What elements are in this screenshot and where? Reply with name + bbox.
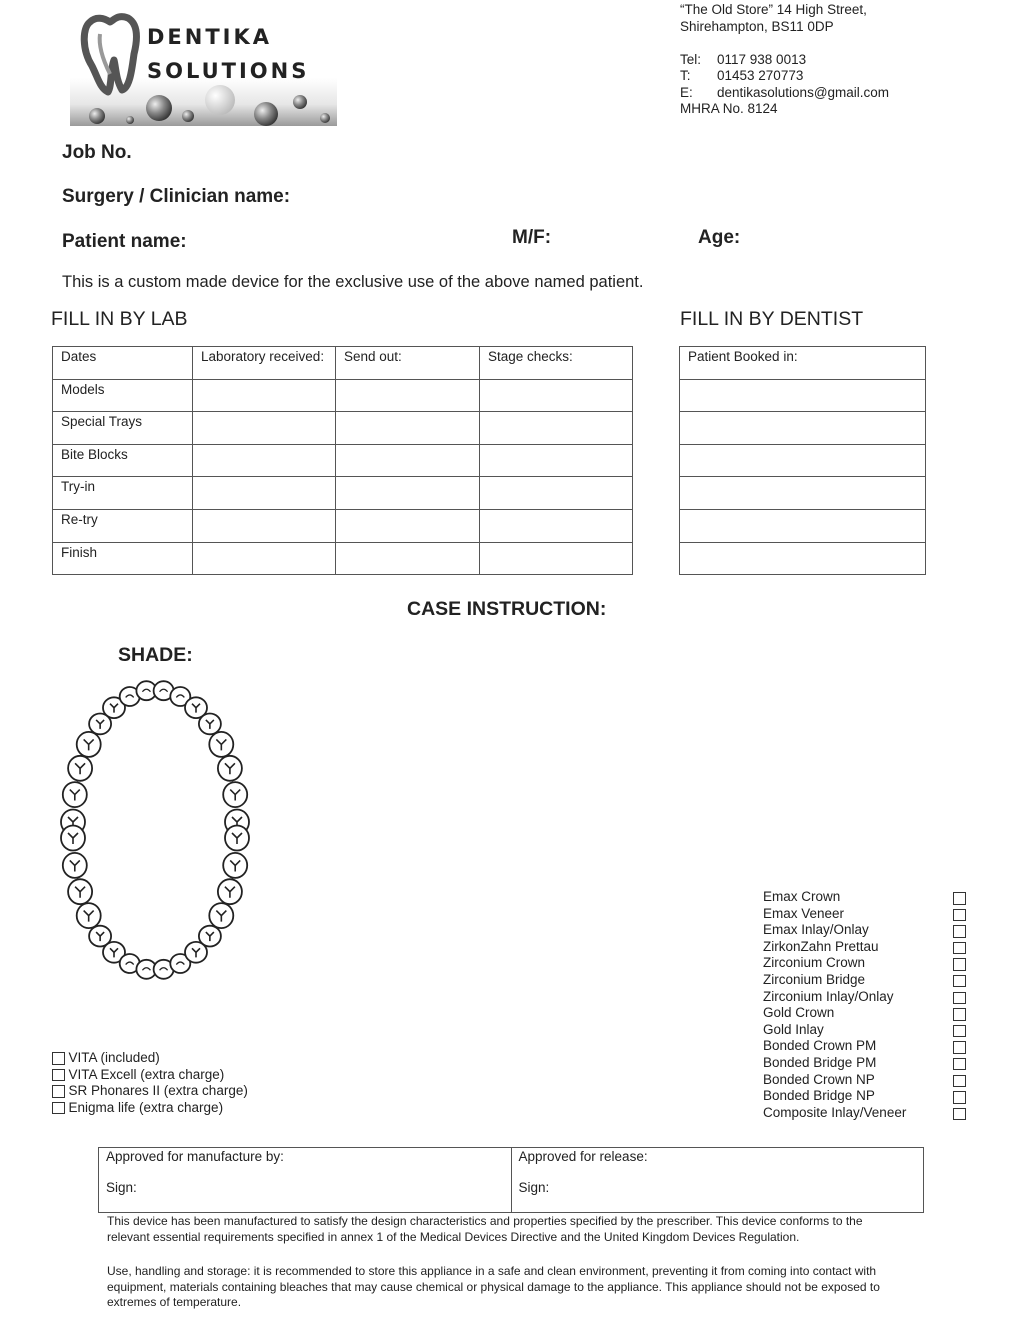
table-row — [53, 347, 633, 380]
contact-value: dentikasolutions@gmail.com — [717, 84, 890, 100]
tooth[interactable] — [199, 926, 221, 947]
contact-label: Tel: — [680, 51, 702, 67]
product-checkbox[interactable] — [953, 909, 966, 922]
shade-options — [52, 1050, 248, 1116]
table-cell[interactable] — [680, 444, 926, 477]
table-cell[interactable] — [193, 412, 336, 445]
contact-value: 0117 938 0013 — [717, 51, 807, 67]
checkbox[interactable] — [52, 1052, 65, 1065]
table-cell[interactable] — [480, 379, 633, 412]
option-label: Enigma life (extra charge) — [68, 1099, 224, 1115]
tooth[interactable] — [218, 756, 242, 781]
contact-tel — [680, 52, 1020, 69]
case-instruction-heading: CASE INSTRUCTION: — [407, 598, 607, 620]
table-header: Send out: — [336, 347, 480, 380]
approved-manufacture-cell[interactable] — [99, 1148, 511, 1212]
table-cell[interactable] — [336, 542, 480, 575]
footer-line: relevant essential requirements specified in annex 1 of the Medical Devices Directive and the United Kingdom Devices Regulation. — [107, 1229, 800, 1244]
table-cell[interactable] — [680, 412, 926, 445]
product-checkbox[interactable] — [953, 975, 966, 988]
table-cell[interactable] — [680, 379, 926, 412]
product-checkbox[interactable] — [953, 1091, 966, 1104]
row-label: Models — [53, 379, 193, 412]
checkbox[interactable] — [52, 1102, 65, 1115]
sign-label: Sign: — [106, 1180, 137, 1195]
table-row — [680, 379, 926, 412]
row-label: Try-in — [53, 477, 193, 510]
tooth[interactable] — [223, 853, 247, 878]
table-cell[interactable] — [480, 444, 633, 477]
contact-email — [680, 85, 1020, 102]
table-header: Patient Booked in: — [680, 347, 926, 380]
tooth[interactable] — [77, 732, 101, 757]
product-label: Gold Crown — [763, 1005, 835, 1021]
product-label: Bonded Crown NP — [763, 1071, 875, 1087]
product-checkbox[interactable] — [953, 1108, 966, 1121]
logo-text-solutions: SOLUTIONS — [147, 59, 310, 83]
contact-t — [680, 68, 1020, 85]
approval-box — [98, 1147, 924, 1213]
footer-line: extremes of temperature. — [107, 1295, 242, 1309]
product-label: Emax Crown — [763, 889, 841, 904]
contact-label: E: — [680, 84, 693, 100]
option-label: VITA Excell (extra charge) — [68, 1066, 225, 1082]
product-label: Zirconium Bridge — [763, 971, 866, 987]
storage-statement — [107, 1264, 927, 1311]
product-checkbox[interactable] — [953, 1025, 966, 1038]
table-cell[interactable] — [680, 542, 926, 575]
tooth[interactable] — [218, 879, 242, 904]
table-cell[interactable] — [680, 509, 926, 542]
product-checkbox[interactable] — [953, 958, 966, 971]
approved-manufacture-label: Approved for manufacture by: — [106, 1149, 284, 1164]
product-checkbox[interactable] — [953, 942, 966, 955]
surgery-clinician-label: Surgery / Clinician name: — [62, 186, 291, 207]
row-label: Finish — [53, 542, 193, 575]
tooth[interactable] — [63, 853, 87, 878]
product-label: Composite Inlay/Veneer — [763, 1104, 907, 1120]
dentist-section-title: FILL IN BY DENTIST — [680, 308, 864, 330]
footer-line: This device has been manufactured to satisfy the design characteristics and properties specified by the prescriber. This device conforms to the — [107, 1214, 863, 1228]
job-no-label: Job No. — [62, 142, 132, 163]
patient-name-label: Patient name: — [62, 231, 187, 252]
table-row — [53, 477, 633, 510]
tooth[interactable] — [223, 782, 247, 807]
product-checkboxes — [953, 892, 966, 1124]
table-cell[interactable] — [480, 477, 633, 510]
shade-option[interactable] — [52, 1083, 248, 1100]
table-header: Stage checks: — [480, 347, 633, 380]
approved-release-cell[interactable] — [511, 1148, 924, 1212]
address-line-1: “The Old Store” 14 High Street, — [680, 2, 867, 17]
table-row — [680, 412, 926, 445]
product-checkbox[interactable] — [953, 1041, 966, 1054]
tooth[interactable] — [225, 826, 249, 851]
footer-line: Use, handling and storage: it is recommended to store this appliance in a safe and clean environment, preventing it from coming into contact with — [107, 1264, 877, 1278]
product-label: Emax Inlay/Onlay — [763, 922, 869, 938]
table-cell[interactable] — [336, 477, 480, 510]
table-row — [53, 542, 633, 575]
table-row — [53, 444, 633, 477]
table-cell[interactable] — [480, 412, 633, 445]
footer-line: equipment, materials containing bleaches that may cause chemical or physical damage to the appliance. This appliance should not be exposed to — [107, 1279, 880, 1294]
product-label: Bonded Bridge PM — [763, 1054, 877, 1070]
mhra-number: MHRA No. 8124 — [680, 101, 778, 116]
custom-device-declaration: This is a custom made device for the exclusive use of the above named patient. — [62, 273, 644, 291]
option-label: SR Phonares II (extra charge) — [68, 1083, 248, 1099]
product-checkbox[interactable] — [953, 892, 966, 905]
product-label: Zirconium Inlay/Onlay — [763, 988, 894, 1004]
table-header: Laboratory received: — [193, 347, 336, 380]
tooth[interactable] — [209, 732, 233, 757]
product-checkbox[interactable] — [953, 1075, 966, 1088]
table-cell[interactable] — [336, 509, 480, 542]
dentist-table — [679, 346, 926, 575]
table-cell[interactable] — [336, 444, 480, 477]
company-address — [680, 2, 1020, 118]
shade-option[interactable] — [52, 1067, 248, 1084]
sign-label: Sign: — [518, 1180, 550, 1195]
tooth[interactable] — [77, 903, 101, 928]
table-cell[interactable] — [193, 542, 336, 575]
tooth[interactable] — [63, 782, 87, 807]
company-logo — [70, 8, 337, 126]
shade-option[interactable] — [52, 1050, 248, 1067]
row-label: Special Trays — [53, 412, 193, 445]
product-label: Emax Veneer — [763, 905, 845, 921]
contact-label: T: — [680, 68, 691, 83]
table-row — [680, 477, 926, 510]
table-cell[interactable] — [193, 509, 336, 542]
product-label: Zirconium Crown — [763, 955, 866, 971]
product-label: Bonded Crown PM — [763, 1038, 877, 1054]
product-checkbox[interactable] — [953, 992, 966, 1005]
table-row — [680, 347, 926, 380]
row-label: Bite Blocks — [53, 444, 193, 477]
table-cell[interactable] — [193, 379, 336, 412]
table-cell[interactable] — [193, 444, 336, 477]
address-line-2: Shirehampton, BS11 0DP — [680, 18, 834, 34]
table-row — [680, 444, 926, 477]
table-row — [53, 509, 633, 542]
lab-section-title: FILL IN BY LAB — [51, 308, 188, 330]
product-label: Gold Inlay — [763, 1021, 824, 1037]
tooth[interactable] — [61, 826, 85, 851]
checkbox[interactable] — [52, 1085, 65, 1098]
table-cell[interactable] — [680, 477, 926, 510]
product-checkbox[interactable] — [953, 1058, 966, 1071]
option-label: VITA (included) — [68, 1050, 160, 1065]
table-cell[interactable] — [480, 542, 633, 575]
table-row — [53, 412, 633, 445]
tooth[interactable] — [199, 714, 221, 735]
table-cell[interactable] — [336, 379, 480, 412]
contact-value: 01453 270773 — [717, 68, 804, 83]
product-label: ZirkonZahn Prettau — [763, 938, 879, 954]
lab-table — [52, 346, 633, 575]
gender-label: M/F: — [512, 227, 552, 248]
checkbox[interactable] — [52, 1069, 65, 1082]
tooth[interactable] — [68, 879, 92, 904]
conformity-statement — [107, 1214, 927, 1245]
tooth[interactable] — [209, 903, 233, 928]
product-checkbox[interactable] — [953, 925, 966, 938]
age-label: Age: — [698, 227, 741, 248]
table-row — [680, 509, 926, 542]
product-list — [763, 889, 906, 1121]
shade-option[interactable] — [52, 1100, 248, 1117]
tooth[interactable] — [68, 756, 92, 781]
product-label: Bonded Bridge NP — [763, 1088, 875, 1104]
logo-text-dentika: DENTIKA — [147, 25, 273, 49]
product-checkbox[interactable] — [953, 1008, 966, 1021]
table-header: Dates — [53, 347, 193, 380]
tooth-chart[interactable] — [56, 672, 254, 988]
table-cell[interactable] — [480, 509, 633, 542]
row-label: Re-try — [53, 509, 193, 542]
shade-heading: SHADE: — [118, 644, 193, 666]
table-row — [680, 542, 926, 575]
table-cell[interactable] — [336, 412, 480, 445]
approved-release-label: Approved for release: — [518, 1149, 648, 1164]
table-row — [53, 379, 633, 412]
table-cell[interactable] — [193, 477, 336, 510]
